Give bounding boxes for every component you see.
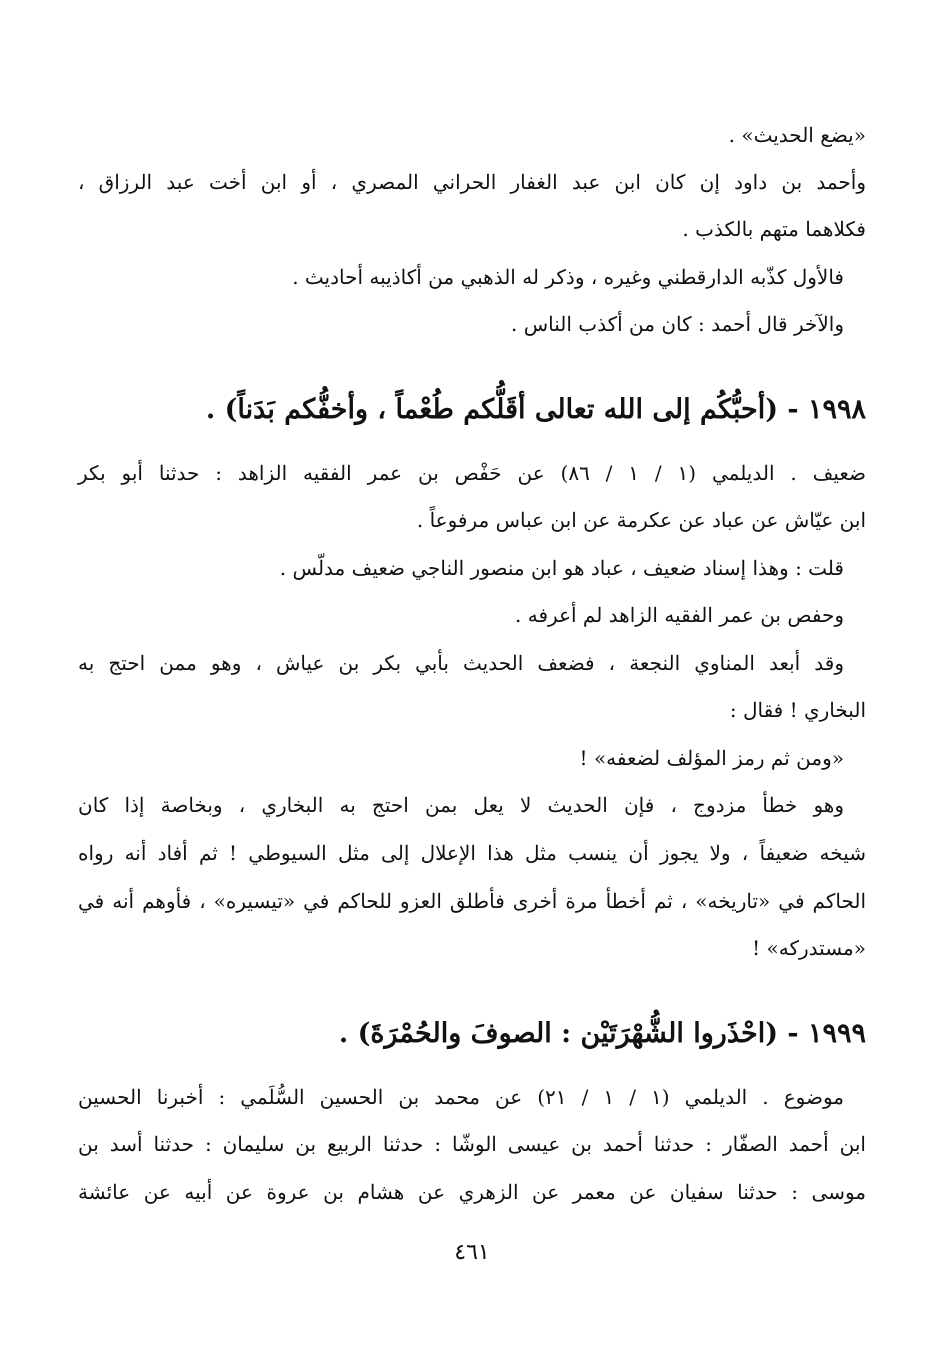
text-line: الحاكم في «تاريخه» ، ثم أخطأ مرة أخرى فأطلق العزو للحاكم في «تيسيره» ، فأوهم أنه في (78, 889, 866, 913)
text-line: ابن عيّاش عن عباد عن عكرمة عن ابن عباس مرفوعاً . (416, 508, 866, 532)
hadith-heading: ١٩٩٩ - (احْذَروا الشُّهْرَتَيْن : الصوفَ والحُمْرَةَ) . (338, 1018, 866, 1049)
text-line: وحفص بن عمر الفقيه الزاهد لم أعرفه . (515, 603, 844, 627)
text-line: موسى : حدثنا سفيان عن معمر عن الزهري عن هشام بن عروة عن أبيه عن عائشة (78, 1180, 866, 1204)
text-line: «مستدركه» ! (752, 936, 866, 960)
text-line: «يضع الحديث» . (728, 123, 866, 147)
text-line: فالأول كذّبه الدارقطني وغيره ، وذكر له الذهبي من أكاذيبه أحاديث . (292, 265, 844, 289)
text-line: شيخه ضعيفاً ، ولا يجوز أن ينسب مثل هذا الإعلال إلى مثل السيوطي ! ثم أفاد أنه رواه (78, 841, 866, 865)
text-line: والآخر قال أحمد : كان من أكذب الناس . (511, 312, 844, 336)
text-line: «ومن ثم رمز المؤلف لضعفه» ! (579, 746, 844, 770)
text-line: فكلاهما متهم بالكذب . (682, 217, 866, 241)
page-number: ٤٦١ (454, 1240, 490, 1265)
text-line: وهو خطأ مزدوج ، فإن الحديث لا يعل بمن احتج به البخاري ، وبخاصة إذا كان (78, 793, 844, 817)
text-line: موضوع . الديلمي (١ / ١ / ٢١) عن محمد بن الحسين السُّلَمي : أخبرنا الحسين (78, 1085, 845, 1109)
hadith-heading: ١٩٩٨ - (أحبُّكُم إلى الله تعالى أقَلُّكم طُعْماً ، وأخفُّكم بَدَناً) . (205, 394, 866, 425)
text-line: ابن أحمد الصفّار : حدثنا أحمد بن عيسى الوشّا : حدثنا الربيع بن سليمان : حدثنا أسد بن (78, 1132, 866, 1156)
text-line: وأحمد بن داود إن كان ابن عبد الغفار الحراني المصري ، أو ابن أخت عبد الرزاق ، (78, 170, 866, 194)
text-line: ضعيف . الديلمي (١ / ١ / ٨٦) عن حَفْص بن عمر الفقيه الزاهد : حدثنا أبو بكر (78, 461, 866, 485)
text-line: البخاري ! فقال : (729, 698, 866, 722)
text-line: قلت : وهذا إسناد ضعيف ، عباد هو ابن منصور الناجي ضعيف مدلّس . (279, 556, 844, 580)
text-line: وقد أبعد المناوي النجعة ، فضعف الحديث بأبي بكر بن عياش ، وهو ممن احتج به (78, 651, 844, 675)
